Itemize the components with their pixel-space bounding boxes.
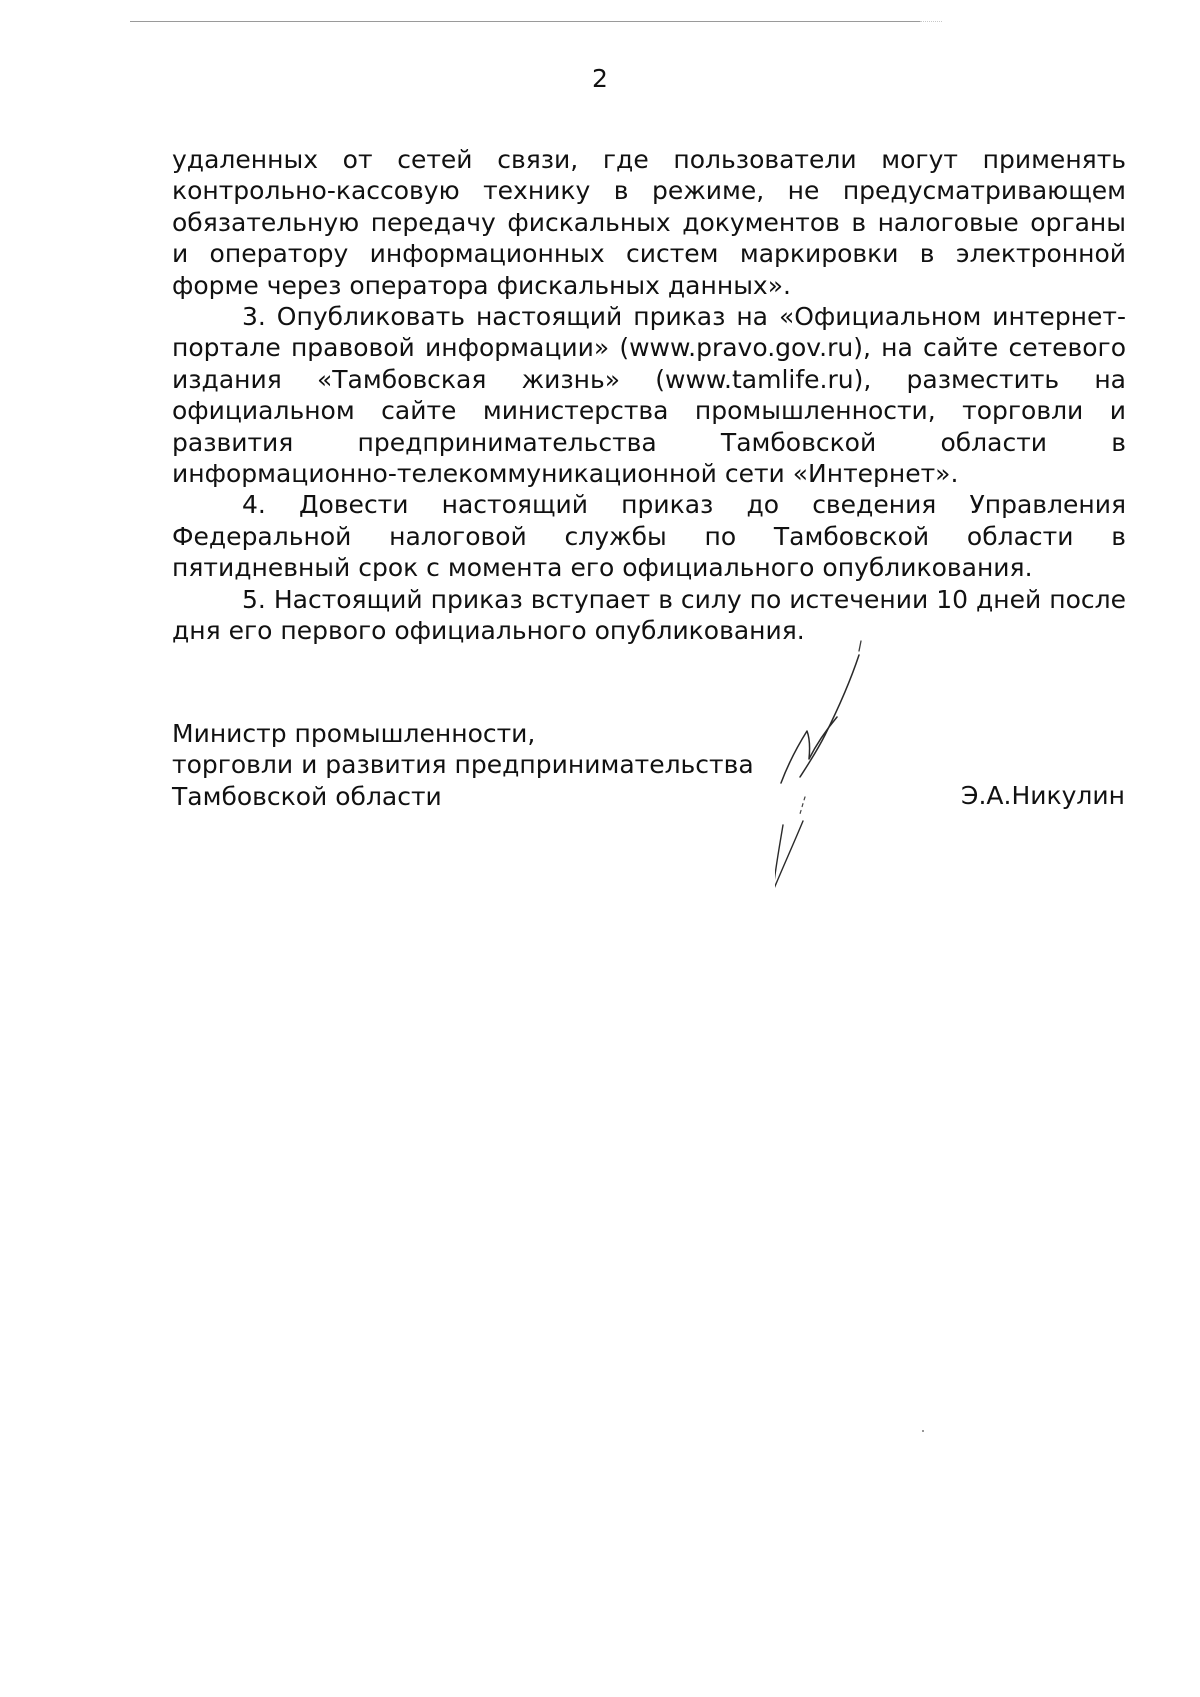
page-number: 2 [592,64,608,93]
scan-speck [922,1430,924,1432]
signatory-title [172,718,754,812]
paragraph-item-4: 4. Довести настоящий приказ до сведения Управления Федеральной налоговой службы по Тамбовской области в пятидневный срок с момента его официального опубликования. [172,490,1126,583]
top-scan-rule-tail [920,21,942,22]
top-scan-rule [130,21,920,22]
signatory-title-line: Министр промышленности, [172,719,536,748]
paragraph-item-5: 5. Настоящий приказ вступает в силу по истечении 10 дней после дня его первого официального опубликования. [172,584,1126,646]
handwritten-signature [775,635,925,895]
signatory-name: Э.А.Никулин [961,781,1125,810]
paragraph-continuation: удаленных от сетей связи, где пользователи могут применять контрольно-кассовую технику в режиме, не предусматривающем обязательную передачу фискальных документов в налоговые органы и оператору информационных систем маркировки в электронной форме через оператора фискальных данных». [172,145,1126,300]
signatory-title-line: Тамбовской области [172,781,442,811]
signatory-title-line: торговли и развития предпринимательства [172,750,754,780]
document-body [172,144,1126,647]
paragraph-item-3: 3. Опубликовать настоящий приказ на «Официальном интернет-портале правовой информации» (www.pravo.gov.ru), на сайте сетевого издания «Тамбовская жизнь» (www.tamlife.ru), разместить на официальном сайте министерства промышленности, торговли и развития предпринимательства Тамбовской области в информационно-телекоммуникационной сети «Интернет». [172,302,1126,489]
